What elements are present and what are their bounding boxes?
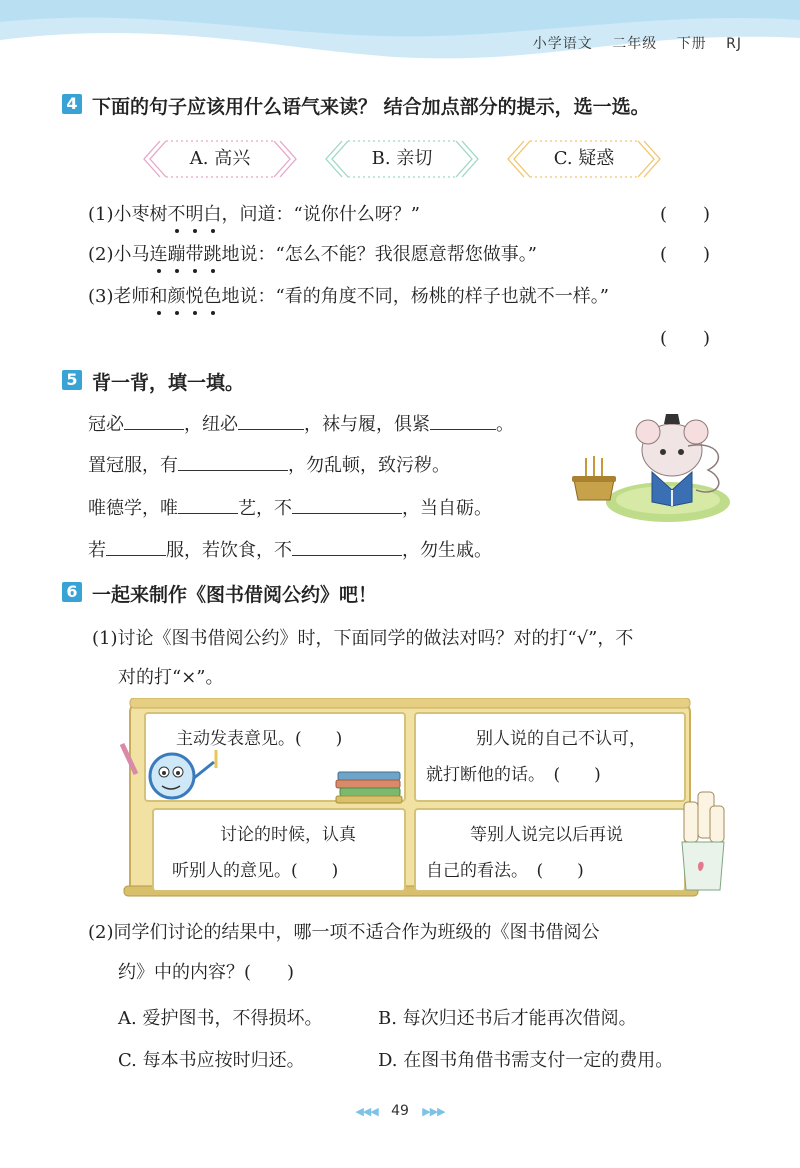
q6-item-1[interactable]: 主动发表意见。( ) [176,729,343,749]
header-info [519,33,742,53]
q5-blank-1[interactable] [124,411,184,430]
q5-blank-2[interactable] [238,411,304,430]
q6-sub2-line2: 约》中的内容？( ) [118,962,295,983]
q4-item-1: (1)小枣树不明白，问道：“说你什么呀？” [88,200,420,226]
q4-option-a[interactable] [166,141,274,177]
q5-blank-8[interactable] [292,537,402,556]
q6-choice-b[interactable]: B. 每次归还书后才能再次借阅。 [378,1008,637,1029]
q4-item-3: (3)老师和颜悦色地说：“看的角度不同，杨桃的样子也就不一样。” [88,282,609,308]
q5-blank-5[interactable] [178,495,238,514]
q6-sub1-line1: (1)讨论《图书借阅公约》时，下面同学的做法对吗？对的打“√”，不 [92,628,634,649]
page-number: 49 [391,1103,409,1119]
q6-sub2-line1: (2)同学们讨论的结果中，哪一项不适合作为班级的《图书借阅公 [88,922,600,943]
q4-item-1-answer[interactable]: ( ) [660,204,711,225]
q5-blank-4[interactable] [178,452,288,471]
q5-title: 背一背，填一填。 [92,372,245,394]
page-footer [0,1103,800,1119]
q5-blank-7[interactable] [106,537,166,556]
q6-item-3-line1: 讨论的时候，认真 [220,825,356,845]
q6-sub1-line2: 对的打“×”。 [118,667,224,688]
q4-option-c[interactable] [530,141,638,177]
q5-line-4: 若 服，若饮食，不 ，勿生戚。 [88,536,492,562]
q4-item-3-answer[interactable]: ( ) [660,328,711,349]
q4-item-2: (2)小马连蹦带跳地说：“怎么不能？我很愿意帮您做事。” [88,240,537,266]
q5-number: 5 [62,370,82,390]
reading-mouse-illustration [568,410,740,528]
prev-page-arrows-icon[interactable]: ◀◀◀ [355,1105,378,1118]
q5-line-2: 置冠服，有 ，勿乱顿，致污秽。 [88,451,450,477]
q6-choice-c[interactable]: C. 每本书应按时归还。 [118,1050,305,1071]
q6-choice-d[interactable]: D. 在图书角借书需支付一定的费用。 [378,1050,674,1071]
q4-item-3-dotted: 和颜悦色 [150,286,222,307]
q5-blank-6[interactable] [292,495,402,514]
q4-item-2-answer[interactable]: ( ) [660,244,711,265]
q4-item-2-dotted: 连蹦带跳 [150,244,222,265]
q6-item-4-line1: 等别人说完以后再说 [470,825,623,845]
q4-option-b-label: B. 亲切 [371,148,433,169]
q4-number: 4 [62,94,82,114]
scroll-jar-illustration [676,786,730,896]
header-edition: RJ [726,36,742,52]
stacked-books-illustration [334,770,406,804]
q6-item-3-line2[interactable]: 听别人的意见。( ) [172,861,339,881]
q4-option-c-label: C. 疑惑 [553,148,615,169]
q6-item-2-line1: 别人说的自己不认可， [476,729,646,749]
q6-number: 6 [62,582,82,602]
q4-option-b[interactable] [348,141,456,177]
next-page-arrows-icon[interactable]: ▶▶▶ [422,1105,445,1118]
header-subject: 小学语文 [532,36,593,52]
q4-title: 下面的句子应该用什么语气来读？ 结合加点部分的提示，选一选。 [92,96,650,118]
q5-blank-3[interactable] [430,411,496,430]
q4-item-1-dotted: 不明白 [168,204,222,225]
q6-choice-a[interactable]: A. 爱护图书，不得损坏。 [118,1008,323,1029]
q6-item-2-line2[interactable]: 就打断他的话。 ( ) [426,765,601,785]
header-grade: 二年级 [612,36,658,52]
q4-option-a-label: A. 高兴 [189,148,251,169]
q5-line-1: 冠必 ，纽必 ，袜与履，俱紧 。 [88,410,514,436]
q6-title: 一起来制作《图书借阅公约》吧！ [92,584,378,606]
q5-line-3: 唯德学，唯 艺，不 ，当自砺。 [88,494,492,520]
q6-item-4-line2[interactable]: 自己的看法。 ( ) [426,861,584,881]
clock-character-illustration [118,738,228,808]
header-volume: 下册 [676,36,707,52]
